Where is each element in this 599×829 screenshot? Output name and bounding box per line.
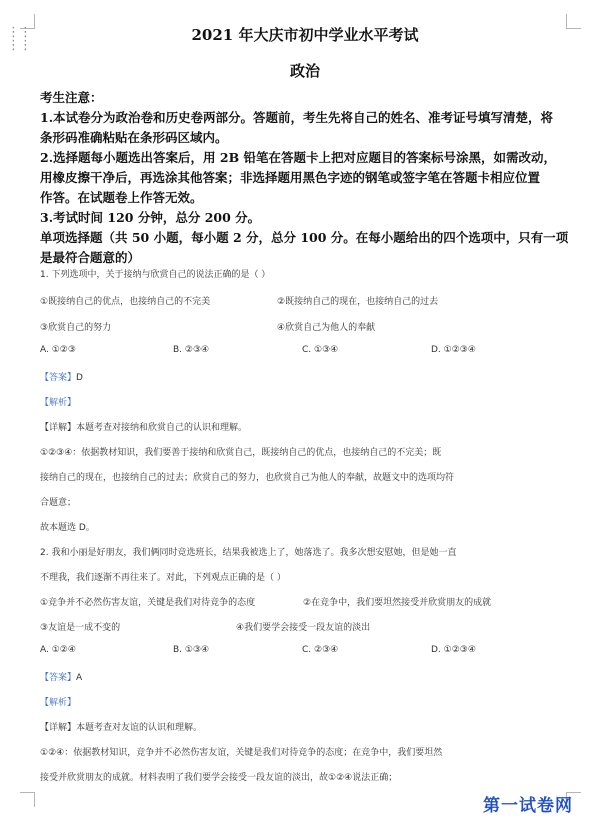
question-1-choice-a: A. ①②③ — [40, 345, 76, 355]
detail-tag: 【详解】 — [40, 423, 77, 433]
question-1-explanation-line: ①②③④：依据教材知识，我们要善于接纳和欣赏自己，既接纳自己的优点，也接纳自己的不完美；既 — [40, 448, 442, 458]
question-1-detail — [40, 420, 247, 433]
question-2-statement: ③友谊是一成不变的 — [40, 623, 121, 633]
question-2-detail — [40, 720, 202, 733]
question-1-choice-d: D. ①②③④ — [431, 345, 476, 355]
question-2-stem-line: 2. 我和小丽是好朋友，我们俩同时竞选班长，结果我被选上了，她落选了。我多次想安慰她，但是她一直 — [40, 548, 457, 558]
question-1-explanation-line: 合题意； — [40, 498, 77, 508]
instruction-line: 作答。在试题卷上作答无效。 — [40, 190, 203, 205]
question-1-conclusion: 故本题选 D。 — [40, 523, 95, 533]
answer-value: D — [76, 373, 83, 383]
instruction-line: 条形码准确粘贴在条形码区域内。 — [40, 130, 228, 145]
question-1-answer — [40, 370, 83, 383]
question-1-statement: ④欣赏自己为他人的奉献 — [277, 323, 376, 333]
exam-title: 2021 年大庆市初中学业水平考试 — [191, 26, 419, 44]
section-heading-line: 单项选择题（共 50 小题，每小题 2 分，总分 100 分。在每小题给出的四个选项中，只有一项 — [40, 230, 569, 245]
instruction-line: 1.本试卷分为政治卷和历史卷两部分。答题前，考生先将自己的姓名、准考证号填写清楚，将 — [40, 110, 554, 125]
detail-text: 本题考查对接纳和欣赏自己的认识和理解。 — [76, 423, 248, 433]
question-2-explanation-line: 接受并欣赏朋友的成就。材料表明了我们要学会接受一段友谊的淡出，故①②④说法正确； — [40, 773, 398, 783]
answer-value: A — [76, 673, 83, 683]
answer-tag: 【答案】 — [40, 373, 77, 383]
detail-tag: 【详解】 — [40, 723, 77, 733]
question-2-statement: ④我们要学会接受一段友谊的淡出 — [236, 623, 371, 633]
question-1-choice-c: C. ①③④ — [302, 345, 339, 355]
question-2-analysis-tag: 【解析】 — [40, 698, 77, 708]
page-corner-mark-bottom-left — [20, 792, 35, 807]
question-2-choice-a: A. ①②④ — [40, 645, 76, 655]
question-2-explanation-line: ①②④：依据教材知识，竞争并不必然伤害友谊，关键是我们对待竞争的态度；在竞争中，我们要坦然 — [40, 748, 443, 758]
site-watermark: 第一试卷网 — [483, 796, 573, 816]
question-1-analysis-tag: 【解析】 — [40, 398, 77, 408]
instruction-line: 3.考试时间 120 分钟，总分 200 分。 — [40, 210, 261, 225]
question-1-statement: ①既接纳自己的优点，也接纳自己的不完美 — [40, 297, 211, 307]
instructions-heading: 考生注意： — [40, 90, 103, 105]
question-1-explanation-line: 接纳自己的现在，也接纳自己的过去；欣赏自己的努力，也欣赏自己为他人的奉献，故题文中的选项均符 — [40, 473, 455, 483]
question-2-statement: ②在竞争中，我们要坦然接受并欣赏朋友的成就 — [303, 598, 492, 608]
question-2-choice-c: C. ②③④ — [302, 645, 339, 655]
question-2-choice-d: D. ①②③④ — [431, 645, 476, 655]
answer-tag: 【答案】 — [40, 673, 77, 683]
drag-handle-icon[interactable]: ⋮⋮ ⋮⋮ — [7, 25, 31, 53]
question-1-statement: ③欣赏自己的努力 — [40, 323, 112, 333]
instruction-line: 用橡皮擦干净后，再选涂其他答案；非选择题用黑色字迹的钢笔或签字笔在答题卡相应位置 — [40, 170, 541, 185]
question-2-stem-line: 不理我，我们逐渐不再往来了。对此，下列观点正确的是（ ） — [40, 573, 286, 583]
instruction-line: 2.选择题每小题选出答案后，用 2B 铅笔在答题卡上把对应题目的答案标号涂黑，如需改动， — [40, 150, 557, 165]
question-1-choice-b: B. ②③④ — [173, 345, 210, 355]
question-2-statement: ①竞争并不必然伤害友谊，关键是我们对待竞争的态度 — [40, 598, 256, 608]
section-heading-line: 是最符合题意的） — [40, 250, 141, 265]
detail-text: 本题考查对友谊的认识和理解。 — [76, 723, 203, 733]
question-2-answer — [40, 670, 82, 683]
exam-subject: 政治 — [289, 62, 320, 80]
question-1-stem: 1. 下列选项中，关于接纳与欣赏自己的说法正确的是（ ） — [40, 270, 271, 280]
exam-instructions — [40, 88, 570, 268]
question-2-choice-b: B. ①③④ — [173, 645, 210, 655]
question-1-statement: ②既接纳自己的现在，也接纳自己的过去 — [277, 297, 439, 307]
